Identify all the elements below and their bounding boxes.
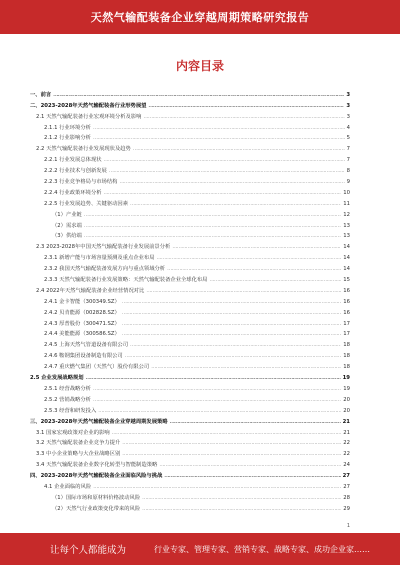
toc-entry-page: 15 xyxy=(343,277,350,284)
toc-entry-title: 三、2023-2028年天然气输配装备企业穿越周期发展策略 xyxy=(30,418,168,425)
toc-entry-title: 2.2.4 行业政策环境分析 xyxy=(44,189,102,196)
toc-entry-title: 2.4.3 厚普股份（300471.SZ） xyxy=(44,320,120,327)
toc-entry-page: 18 xyxy=(343,342,350,349)
table-of-contents xyxy=(30,88,350,513)
toc-entry-page: 14 xyxy=(343,244,350,251)
toc-dot-leader xyxy=(133,146,345,152)
toc-entry[interactable] xyxy=(30,251,350,262)
toc-entry[interactable] xyxy=(30,382,350,393)
toc-entry[interactable] xyxy=(30,404,350,415)
toc-dot-leader xyxy=(122,451,341,457)
toc-heading: 内容目录 xyxy=(175,59,224,73)
toc-entry-page: 27 xyxy=(342,473,350,480)
toc-entry-page: 21 xyxy=(343,429,350,436)
toc-entry-page: 19 xyxy=(342,375,350,382)
toc-dot-leader xyxy=(109,168,345,174)
toc-entry-page: 17 xyxy=(343,320,350,327)
toc-entry-page: 18 xyxy=(343,364,350,371)
toc-entry[interactable] xyxy=(30,186,350,197)
toc-dot-leader xyxy=(164,473,340,479)
toc-entry-title: 2.1.1 行业环境分析 xyxy=(44,124,91,131)
report-header xyxy=(0,0,400,34)
toc-dot-leader xyxy=(119,179,344,185)
toc-entry-page: 14 xyxy=(343,255,350,262)
toc-dot-leader xyxy=(170,419,341,425)
toc-entry[interactable] xyxy=(30,219,350,230)
toc-entry-title: 4.1 企业面临的风险 xyxy=(44,483,92,490)
toc-dot-leader xyxy=(151,364,341,370)
toc-dot-leader xyxy=(167,266,341,272)
toc-entry-page: 11 xyxy=(343,200,350,207)
toc-dot-leader xyxy=(146,288,341,294)
toc-entry[interactable] xyxy=(30,393,350,404)
toc-entry-page: 22 xyxy=(343,451,350,458)
toc-entry[interactable] xyxy=(30,328,350,339)
toc-entry-title: （1）产业链 xyxy=(52,211,82,218)
toc-entry-title: 2.4.7 重庆燃气集团（天然气）股份有限公司 xyxy=(44,364,150,371)
toc-dot-leader xyxy=(143,114,344,120)
toc-entry[interactable] xyxy=(30,295,350,306)
toc-dot-leader xyxy=(112,430,342,436)
toc-entry-title: 2.4.1 金卡智能（300349.SZ） xyxy=(44,298,120,305)
page-number: 1 xyxy=(346,523,350,529)
toc-dot-leader xyxy=(159,462,341,468)
toc-entry-page: 7 xyxy=(346,157,350,164)
toc-entry[interactable] xyxy=(30,306,350,317)
toc-entry-page: 10 xyxy=(343,189,350,196)
toc-dot-leader xyxy=(157,255,342,261)
toc-entry-page: 17 xyxy=(343,331,350,338)
toc-dot-leader xyxy=(148,103,344,109)
toc-entry-title: （2）天然气行业政策变化带来的风险 xyxy=(52,505,141,512)
toc-entry-title: 2.3 2023-2028年中国天然气输配装备行业发展前景分析 xyxy=(36,244,171,251)
toc-entry[interactable] xyxy=(30,349,350,360)
toc-entry[interactable] xyxy=(30,273,350,284)
toc-entry[interactable] xyxy=(30,121,350,132)
toc-entry-title: 2.5 企业发展战略规划 xyxy=(30,375,84,382)
toc-entry-title: 2.2.2 行业技术与创新发展 xyxy=(44,168,107,175)
toc-dot-leader xyxy=(93,125,345,131)
toc-entry-page: 18 xyxy=(343,353,350,360)
toc-entry-title: （1）国际市场和原材料价格波动风险 xyxy=(52,494,141,501)
toc-dot-leader xyxy=(130,342,341,348)
toc-dot-leader xyxy=(142,506,341,512)
toc-dot-leader xyxy=(93,386,341,392)
toc-entry[interactable] xyxy=(30,338,350,349)
toc-entry-title: 3.2 天然气输配装备企业竞争力提升 xyxy=(36,440,121,447)
toc-entry[interactable] xyxy=(30,469,350,480)
toc-entry-title: 2.1 天然气输配装备行业宏观环境分析及影响 xyxy=(36,113,142,120)
toc-entry-page: 29 xyxy=(343,505,350,512)
report-title: 天然气输配装备企业穿越周期策略研究报告 xyxy=(90,11,310,24)
toc-entry-title: 2.3.2 我国天然气输配装备发展方向与重点领域分析 xyxy=(44,266,166,273)
toc-entry[interactable] xyxy=(30,240,350,251)
toc-dot-leader xyxy=(93,135,345,141)
toc-entry-page: 8 xyxy=(346,168,350,175)
toc-entry-page: 14 xyxy=(343,266,350,273)
toc-entry-page: 24 xyxy=(343,462,350,469)
toc-dot-leader xyxy=(125,353,342,359)
toc-entry-title: 2.3.3 天然气输配装备行业发展策略：天然气输配装备企业全球化布局 xyxy=(44,277,208,284)
toc-entry-title: 2.5.2 营销战略分析 xyxy=(44,396,91,403)
toc-entry-title: 3.1 国家宏观政策对企业的影响 xyxy=(36,429,110,436)
toc-entry[interactable] xyxy=(30,437,350,448)
toc-entry[interactable] xyxy=(30,502,350,513)
toc-entry[interactable] xyxy=(30,99,350,110)
toc-entry[interactable] xyxy=(30,317,350,328)
toc-entry-page: 19 xyxy=(343,385,350,392)
toc-dot-leader xyxy=(84,223,341,229)
toc-entry-title: 2.4.4 美能能源（300586.SZ） xyxy=(44,331,120,338)
toc-entry[interactable] xyxy=(30,164,350,175)
toc-entry-page: 16 xyxy=(343,298,350,305)
toc-dot-leader xyxy=(130,201,341,207)
toc-entry-page: 13 xyxy=(343,233,350,240)
toc-entry-title: （2）需求端 xyxy=(52,222,82,229)
toc-dot-leader xyxy=(84,212,341,218)
toc-entry[interactable] xyxy=(30,142,350,153)
toc-entry[interactable] xyxy=(30,360,350,371)
toc-entry[interactable] xyxy=(30,110,350,121)
toc-dot-leader xyxy=(122,440,341,446)
toc-dot-leader xyxy=(122,331,341,337)
toc-entry-page: 4 xyxy=(346,124,350,131)
toc-entry-title: 2.3.1 新增产能与市场容量预测及重点企业布局 xyxy=(44,255,155,262)
toc-dot-leader xyxy=(104,190,342,196)
toc-entry[interactable] xyxy=(30,197,350,208)
toc-dot-leader xyxy=(53,92,344,98)
toc-dot-leader xyxy=(93,397,341,403)
toc-entry-page: 5 xyxy=(346,135,350,142)
toc-entry-title: 2.4.2 贝肯能源（002828.SZ） xyxy=(44,309,120,316)
toc-entry-page: 28 xyxy=(343,494,350,501)
toc-entry-title: （3）供给端 xyxy=(52,233,82,240)
toc-entry-title: 3.4 天然气输配装备企业数字化转型与智能制造策略 xyxy=(36,462,158,469)
toc-entry-page: 3 xyxy=(346,102,350,109)
toc-entry-page: 3 xyxy=(346,91,350,98)
toc-entry[interactable] xyxy=(30,208,350,219)
toc-entry[interactable] xyxy=(30,447,350,458)
toc-entry-title: 一、前言 xyxy=(30,91,52,98)
toc-entry[interactable] xyxy=(30,230,350,241)
toc-entry-page: 12 xyxy=(343,211,350,218)
toc-entry-title: 2.2 天然气输配装备行业发展现状及趋势 xyxy=(36,146,131,153)
footer-banner xyxy=(0,533,400,565)
toc-entry-page: 20 xyxy=(343,396,350,403)
toc-entry-title: 3.3 中小企业策略与大企业战略区别 xyxy=(36,451,121,458)
toc-entry-page: 21 xyxy=(342,418,350,425)
toc-entry-page: 13 xyxy=(343,222,350,229)
toc-entry-title: 四、2023-2028年天然气输配装备企业面临风险与挑战 xyxy=(30,473,163,480)
toc-entry-page: 16 xyxy=(343,287,350,294)
toc-entry-title: 2.5.3 经营和研发投入 xyxy=(44,407,97,414)
toc-entry-title: 2.2.5 行业发展趋势、关键驱动因素 xyxy=(44,200,129,207)
toc-dot-leader xyxy=(84,233,341,239)
toc-entry[interactable] xyxy=(30,132,350,143)
toc-entry-page: 7 xyxy=(346,146,350,153)
toc-entry[interactable] xyxy=(30,426,350,437)
toc-dot-leader xyxy=(93,484,341,490)
toc-dot-leader xyxy=(98,408,341,414)
toc-entry-page: 22 xyxy=(343,440,350,447)
toc-dot-leader xyxy=(142,495,341,501)
toc-entry-page: 3 xyxy=(346,113,350,120)
toc-entry-title: 2.2.3 行业竞争格局与市场结构 xyxy=(44,179,118,186)
toc-entry[interactable] xyxy=(30,153,350,164)
toc-entry[interactable] xyxy=(30,491,350,502)
toc-entry-page: 16 xyxy=(343,309,350,316)
toc-entry-title: 2.4 2022年天然气输配装备企业经营情况对比 xyxy=(36,287,145,294)
toc-entry-page: 9 xyxy=(346,179,350,186)
toc-dot-leader xyxy=(172,244,341,250)
toc-entry[interactable] xyxy=(30,371,350,382)
footer-slogan-left: 让每个人都能成为 xyxy=(50,545,127,556)
toc-entry[interactable] xyxy=(30,262,350,273)
toc-entry-title: 2.1.2 行业影响分析 xyxy=(44,135,91,142)
toc-entry[interactable] xyxy=(30,284,350,295)
toc-entry-title: 2.2.1 行业发展总体现状 xyxy=(44,157,102,164)
toc-entry-title: 2.5.1 经营战略分析 xyxy=(44,385,91,392)
toc-dot-leader xyxy=(122,321,341,327)
toc-dot-leader xyxy=(209,277,341,283)
toc-entry[interactable] xyxy=(30,88,350,99)
toc-dot-leader xyxy=(86,375,341,381)
toc-entry[interactable] xyxy=(30,175,350,186)
toc-entry-page: 20 xyxy=(343,407,350,414)
toc-entry[interactable] xyxy=(30,415,350,426)
footer-slogan-right: 行业专家、管理专家、营销专家、战略专家、成功企业家…… xyxy=(154,544,371,554)
toc-entry[interactable] xyxy=(30,458,350,469)
toc-dot-leader xyxy=(122,310,341,316)
toc-entry-title: 2.4.5 上海天然气管道设备有限公司 xyxy=(44,342,129,349)
toc-entry-page: 27 xyxy=(343,483,350,490)
toc-entry[interactable] xyxy=(30,480,350,491)
toc-entry-title: 2.4.6 鞍钢集团设备制造有限公司 xyxy=(44,353,123,360)
toc-dot-leader xyxy=(122,299,341,305)
toc-entry-title: 二、2023-2028年天然气输配装备行业形势展望 xyxy=(30,102,147,109)
header-spacer xyxy=(0,34,400,46)
toc-dot-leader xyxy=(104,157,345,163)
